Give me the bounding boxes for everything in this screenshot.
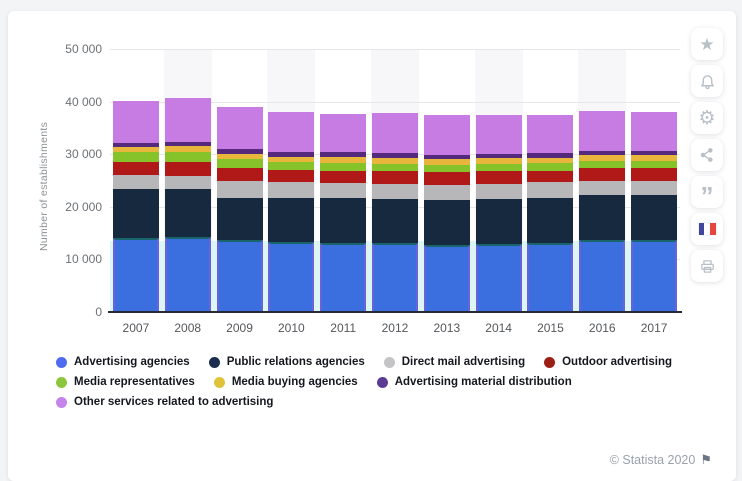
x-tick-label: 2012 bbox=[381, 321, 409, 335]
legend-marker bbox=[384, 357, 395, 368]
bar-segment[interactable] bbox=[424, 172, 470, 185]
bar-segment[interactable] bbox=[527, 158, 573, 163]
cite-button[interactable] bbox=[691, 176, 723, 211]
legend-item[interactable] bbox=[214, 376, 358, 388]
legend-item[interactable] bbox=[56, 396, 273, 408]
copyright-note bbox=[610, 452, 712, 468]
bar-segment[interactable] bbox=[372, 171, 418, 184]
bar-segment[interactable] bbox=[424, 165, 470, 172]
legend-label: Outdoor advertising bbox=[562, 356, 673, 368]
x-tick-label: 2009 bbox=[226, 321, 253, 335]
legend-item[interactable] bbox=[544, 356, 672, 368]
x-tick-label: 2017 bbox=[640, 321, 668, 335]
legend-label: Direct mail advertising bbox=[401, 356, 526, 368]
bar-segment[interactable] bbox=[631, 155, 677, 161]
y-tick-label: 30 000 bbox=[65, 147, 102, 162]
x-axis-tick-labels bbox=[110, 321, 680, 337]
bar-segment[interactable] bbox=[268, 112, 314, 152]
legend-marker bbox=[377, 377, 388, 388]
chart-legend bbox=[56, 356, 672, 416]
legend-item[interactable] bbox=[56, 376, 195, 388]
legend-item[interactable] bbox=[56, 356, 190, 368]
legend-row bbox=[56, 376, 672, 388]
bar-segment[interactable] bbox=[372, 158, 418, 164]
bar-segment[interactable] bbox=[217, 149, 263, 154]
bar-segment[interactable] bbox=[476, 158, 522, 163]
bar-segment[interactable] bbox=[527, 243, 573, 312]
legend-label: Media representatives bbox=[74, 376, 195, 388]
legend-label: Media buying agencies bbox=[231, 376, 358, 388]
bar-segment[interactable] bbox=[165, 142, 211, 146]
legend-item[interactable] bbox=[209, 356, 365, 368]
x-tick-label: 2016 bbox=[588, 321, 616, 335]
bar-segment[interactable] bbox=[631, 161, 677, 169]
bar-segment[interactable] bbox=[320, 152, 366, 157]
bar-segment[interactable] bbox=[476, 115, 522, 153]
bar-segment[interactable] bbox=[165, 189, 211, 237]
bar-segment[interactable] bbox=[320, 157, 366, 162]
printer-icon bbox=[699, 258, 716, 275]
bar-segment[interactable] bbox=[372, 184, 418, 200]
legend-marker bbox=[214, 377, 225, 388]
bar-segment[interactable] bbox=[217, 240, 263, 312]
x-axis-line bbox=[108, 311, 682, 313]
bell-icon bbox=[699, 73, 716, 90]
bar-segment[interactable] bbox=[268, 162, 314, 170]
y-tick-label: 0 bbox=[95, 305, 102, 319]
bar-segment[interactable] bbox=[527, 182, 573, 198]
bar-segment[interactable] bbox=[372, 153, 418, 158]
bar-segment[interactable] bbox=[424, 155, 470, 160]
bar-segment[interactable] bbox=[476, 171, 522, 184]
bar-segment[interactable] bbox=[113, 189, 159, 237]
gear-icon: ⚙ bbox=[698, 107, 716, 129]
bar-segment[interactable] bbox=[424, 200, 470, 245]
chart-card bbox=[8, 11, 736, 481]
bar-segment[interactable] bbox=[527, 153, 573, 157]
bar-segment[interactable] bbox=[268, 170, 314, 182]
favorite-button[interactable] bbox=[691, 28, 723, 60]
bar-segment[interactable] bbox=[320, 183, 366, 198]
bar-segment[interactable] bbox=[217, 154, 263, 159]
legend-item[interactable] bbox=[377, 376, 572, 388]
bar-segment[interactable] bbox=[476, 164, 522, 171]
bar-segment[interactable] bbox=[579, 161, 625, 169]
bar-segment[interactable] bbox=[579, 155, 625, 161]
bar-segment[interactable] bbox=[527, 163, 573, 171]
french-flag-icon bbox=[699, 223, 716, 235]
y-tick-label: 20 000 bbox=[65, 199, 102, 214]
legend-label: Advertising agencies bbox=[74, 356, 190, 368]
bar-segment[interactable] bbox=[527, 198, 573, 243]
bar-segment[interactable] bbox=[424, 185, 470, 200]
bar-segment[interactable] bbox=[476, 199, 522, 244]
bar-segment[interactable] bbox=[165, 162, 211, 176]
bar-segment[interactable] bbox=[372, 113, 418, 153]
bar-segment[interactable] bbox=[217, 159, 263, 168]
bar-segment[interactable] bbox=[476, 154, 522, 159]
x-tick-label: 2011 bbox=[330, 321, 357, 335]
bar-segment[interactable] bbox=[424, 115, 470, 154]
bar-segment[interactable] bbox=[113, 162, 159, 175]
bar-segment[interactable] bbox=[113, 175, 159, 189]
bar-segment[interactable] bbox=[268, 242, 314, 312]
bar-segment[interactable] bbox=[268, 152, 314, 157]
y-axis-tick-labels bbox=[36, 42, 102, 319]
bar-segment[interactable] bbox=[372, 164, 418, 171]
legend-marker bbox=[56, 397, 67, 408]
y-tick-label: 10 000 bbox=[65, 252, 102, 267]
bar-segment[interactable] bbox=[320, 198, 366, 243]
bar-segment[interactable] bbox=[476, 184, 522, 199]
bar-segment[interactable] bbox=[424, 245, 470, 312]
bar-segment[interactable] bbox=[320, 171, 366, 183]
star-icon: ★ bbox=[699, 34, 715, 54]
bar-segment[interactable] bbox=[579, 151, 625, 155]
legend-row bbox=[56, 356, 672, 368]
bar-segment[interactable] bbox=[527, 171, 573, 183]
bar-segment[interactable] bbox=[113, 143, 159, 147]
bar-segment[interactable] bbox=[320, 163, 366, 171]
bar-segment[interactable] bbox=[217, 198, 263, 240]
y-tick-label: 40 000 bbox=[65, 94, 102, 109]
legend-marker bbox=[56, 377, 67, 388]
bar-segment[interactable] bbox=[631, 168, 677, 181]
bar-segment[interactable] bbox=[165, 176, 211, 189]
bar-segment[interactable] bbox=[113, 147, 159, 152]
copyright-text: © Statista 2020 bbox=[609, 453, 696, 467]
x-tick-label: 2013 bbox=[433, 321, 461, 335]
bar-segment[interactable] bbox=[372, 199, 418, 243]
x-tick-label: 2007 bbox=[122, 321, 150, 335]
bar-segment[interactable] bbox=[217, 181, 263, 198]
bar-segment[interactable] bbox=[165, 146, 211, 151]
bar-segment[interactable] bbox=[631, 112, 677, 150]
bar-segment[interactable] bbox=[631, 240, 677, 312]
bar-segment[interactable] bbox=[631, 181, 677, 195]
bar-segment[interactable] bbox=[113, 101, 159, 143]
print-button[interactable] bbox=[691, 250, 723, 282]
plot-area bbox=[110, 49, 680, 312]
bar-segment[interactable] bbox=[268, 157, 314, 162]
share-button[interactable] bbox=[691, 139, 723, 171]
legend-item[interactable] bbox=[384, 356, 525, 368]
bar-segment[interactable] bbox=[268, 198, 314, 242]
y-tick-label: 50 000 bbox=[65, 42, 102, 56]
flag-icon: ⚑ bbox=[700, 452, 712, 467]
bar-segment[interactable] bbox=[579, 181, 625, 195]
bar-segment[interactable] bbox=[476, 244, 522, 312]
bar-segment[interactable] bbox=[217, 107, 263, 149]
legend-marker bbox=[209, 357, 220, 368]
bar-segment[interactable] bbox=[165, 152, 211, 163]
bar-segment[interactable] bbox=[631, 195, 677, 241]
legend-label: Advertising material distribution bbox=[394, 376, 572, 388]
bar-segment[interactable] bbox=[424, 159, 470, 164]
bar-segment[interactable] bbox=[268, 182, 314, 198]
bar-segment[interactable] bbox=[527, 115, 573, 153]
bar-segment[interactable] bbox=[113, 238, 159, 312]
settings-button[interactable] bbox=[691, 102, 723, 134]
bar-segment[interactable] bbox=[217, 168, 263, 181]
y-axis-title: Number of establishments bbox=[38, 121, 50, 251]
x-tick-label: 2010 bbox=[278, 321, 305, 335]
bar-segment[interactable] bbox=[320, 243, 366, 312]
share-icon bbox=[699, 147, 715, 163]
bar-segment[interactable] bbox=[165, 98, 211, 142]
quote-icon: ” bbox=[700, 181, 714, 211]
bar-segment[interactable] bbox=[320, 114, 366, 152]
bar-segment[interactable] bbox=[579, 240, 625, 312]
legend-row bbox=[56, 396, 672, 408]
x-tick-label: 2008 bbox=[174, 321, 202, 335]
bar-segment[interactable] bbox=[372, 243, 418, 312]
x-tick-label: 2015 bbox=[537, 321, 564, 335]
bar-segment[interactable] bbox=[579, 195, 625, 240]
bar-segment[interactable] bbox=[579, 168, 625, 180]
legend-marker bbox=[56, 357, 67, 368]
legend-marker bbox=[544, 357, 555, 368]
bar-segment[interactable] bbox=[579, 111, 625, 150]
legend-label: Public relations agencies bbox=[226, 356, 365, 368]
bar-segment[interactable] bbox=[165, 237, 211, 312]
x-tick-label: 2014 bbox=[485, 321, 512, 335]
grid-line bbox=[110, 49, 680, 50]
bar-segment[interactable] bbox=[113, 152, 159, 162]
bar-segment[interactable] bbox=[631, 151, 677, 155]
language-france-button[interactable] bbox=[691, 213, 723, 245]
notifications-button[interactable] bbox=[691, 65, 723, 97]
legend-label: Other services related to advertising bbox=[74, 396, 274, 408]
